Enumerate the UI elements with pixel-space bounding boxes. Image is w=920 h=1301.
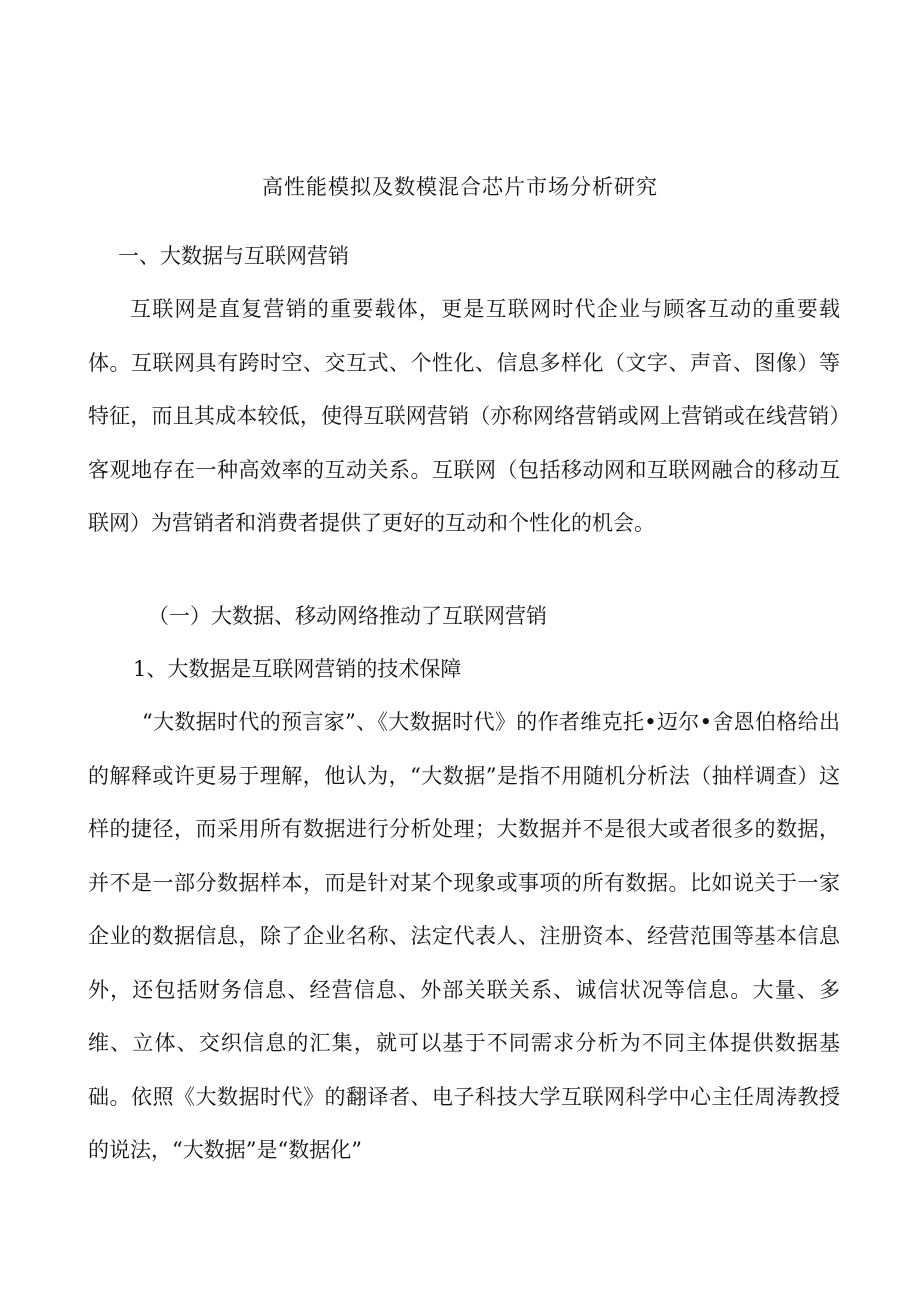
subsection-heading: （一）大数据、移动网络推动了互联网营销 bbox=[148, 604, 547, 628]
body-paragraph: 互联网是直复营销的重要载体，更是互联网时代企业与顾客互动的重要载体。互联网具有跨时空、交互式、个性化、信息多样化（文字、声音、图像）等特征，而且其成本较低，使得互联网营销（亦称网络营销或网上营销或在线营销）客观地存在一种高效率的互动关系。互联网（包括移动网和互联网融合的移动互联网）为营销者和消费者提供了更好的互动和个性化的机会。 bbox=[88, 297, 840, 535]
section-heading: 一、大数据与互联网营销 bbox=[118, 244, 349, 268]
item-heading: 1、大数据是互联网营销的技术保障 bbox=[133, 657, 462, 681]
body-paragraph: “大数据时代的预言家”、《大数据时代》的作者维克托•迈尔•舍恩伯格给出的解释或许更易于理解，他认为，“大数据”是指不用随机分析法（抽样调查）这样的捷径，而采用所有数据进行分析处理；大数据并不是很大或者很多的数据，并不是一部分数据样本，而是针对某个现象或事项的所有数据。比如说关于一家企业的数据信息，除了企业名称、法定代表人、注册资本、经营范围等基本信息外，还包括财务信息、经营信息、外部关联关系、诚信状况等信息。大量、多维、立体、交织信息的汇集，就可以基于不同需求分析为不同主体提供数据基础。依照《大数据时代》的翻译者、电子科技大学互联网科学中心主任周涛教授的说法，“大数据”是“数据化” bbox=[88, 710, 840, 1162]
document-title: 高性能模拟及数模混合芯片市场分析研究 bbox=[262, 175, 658, 199]
